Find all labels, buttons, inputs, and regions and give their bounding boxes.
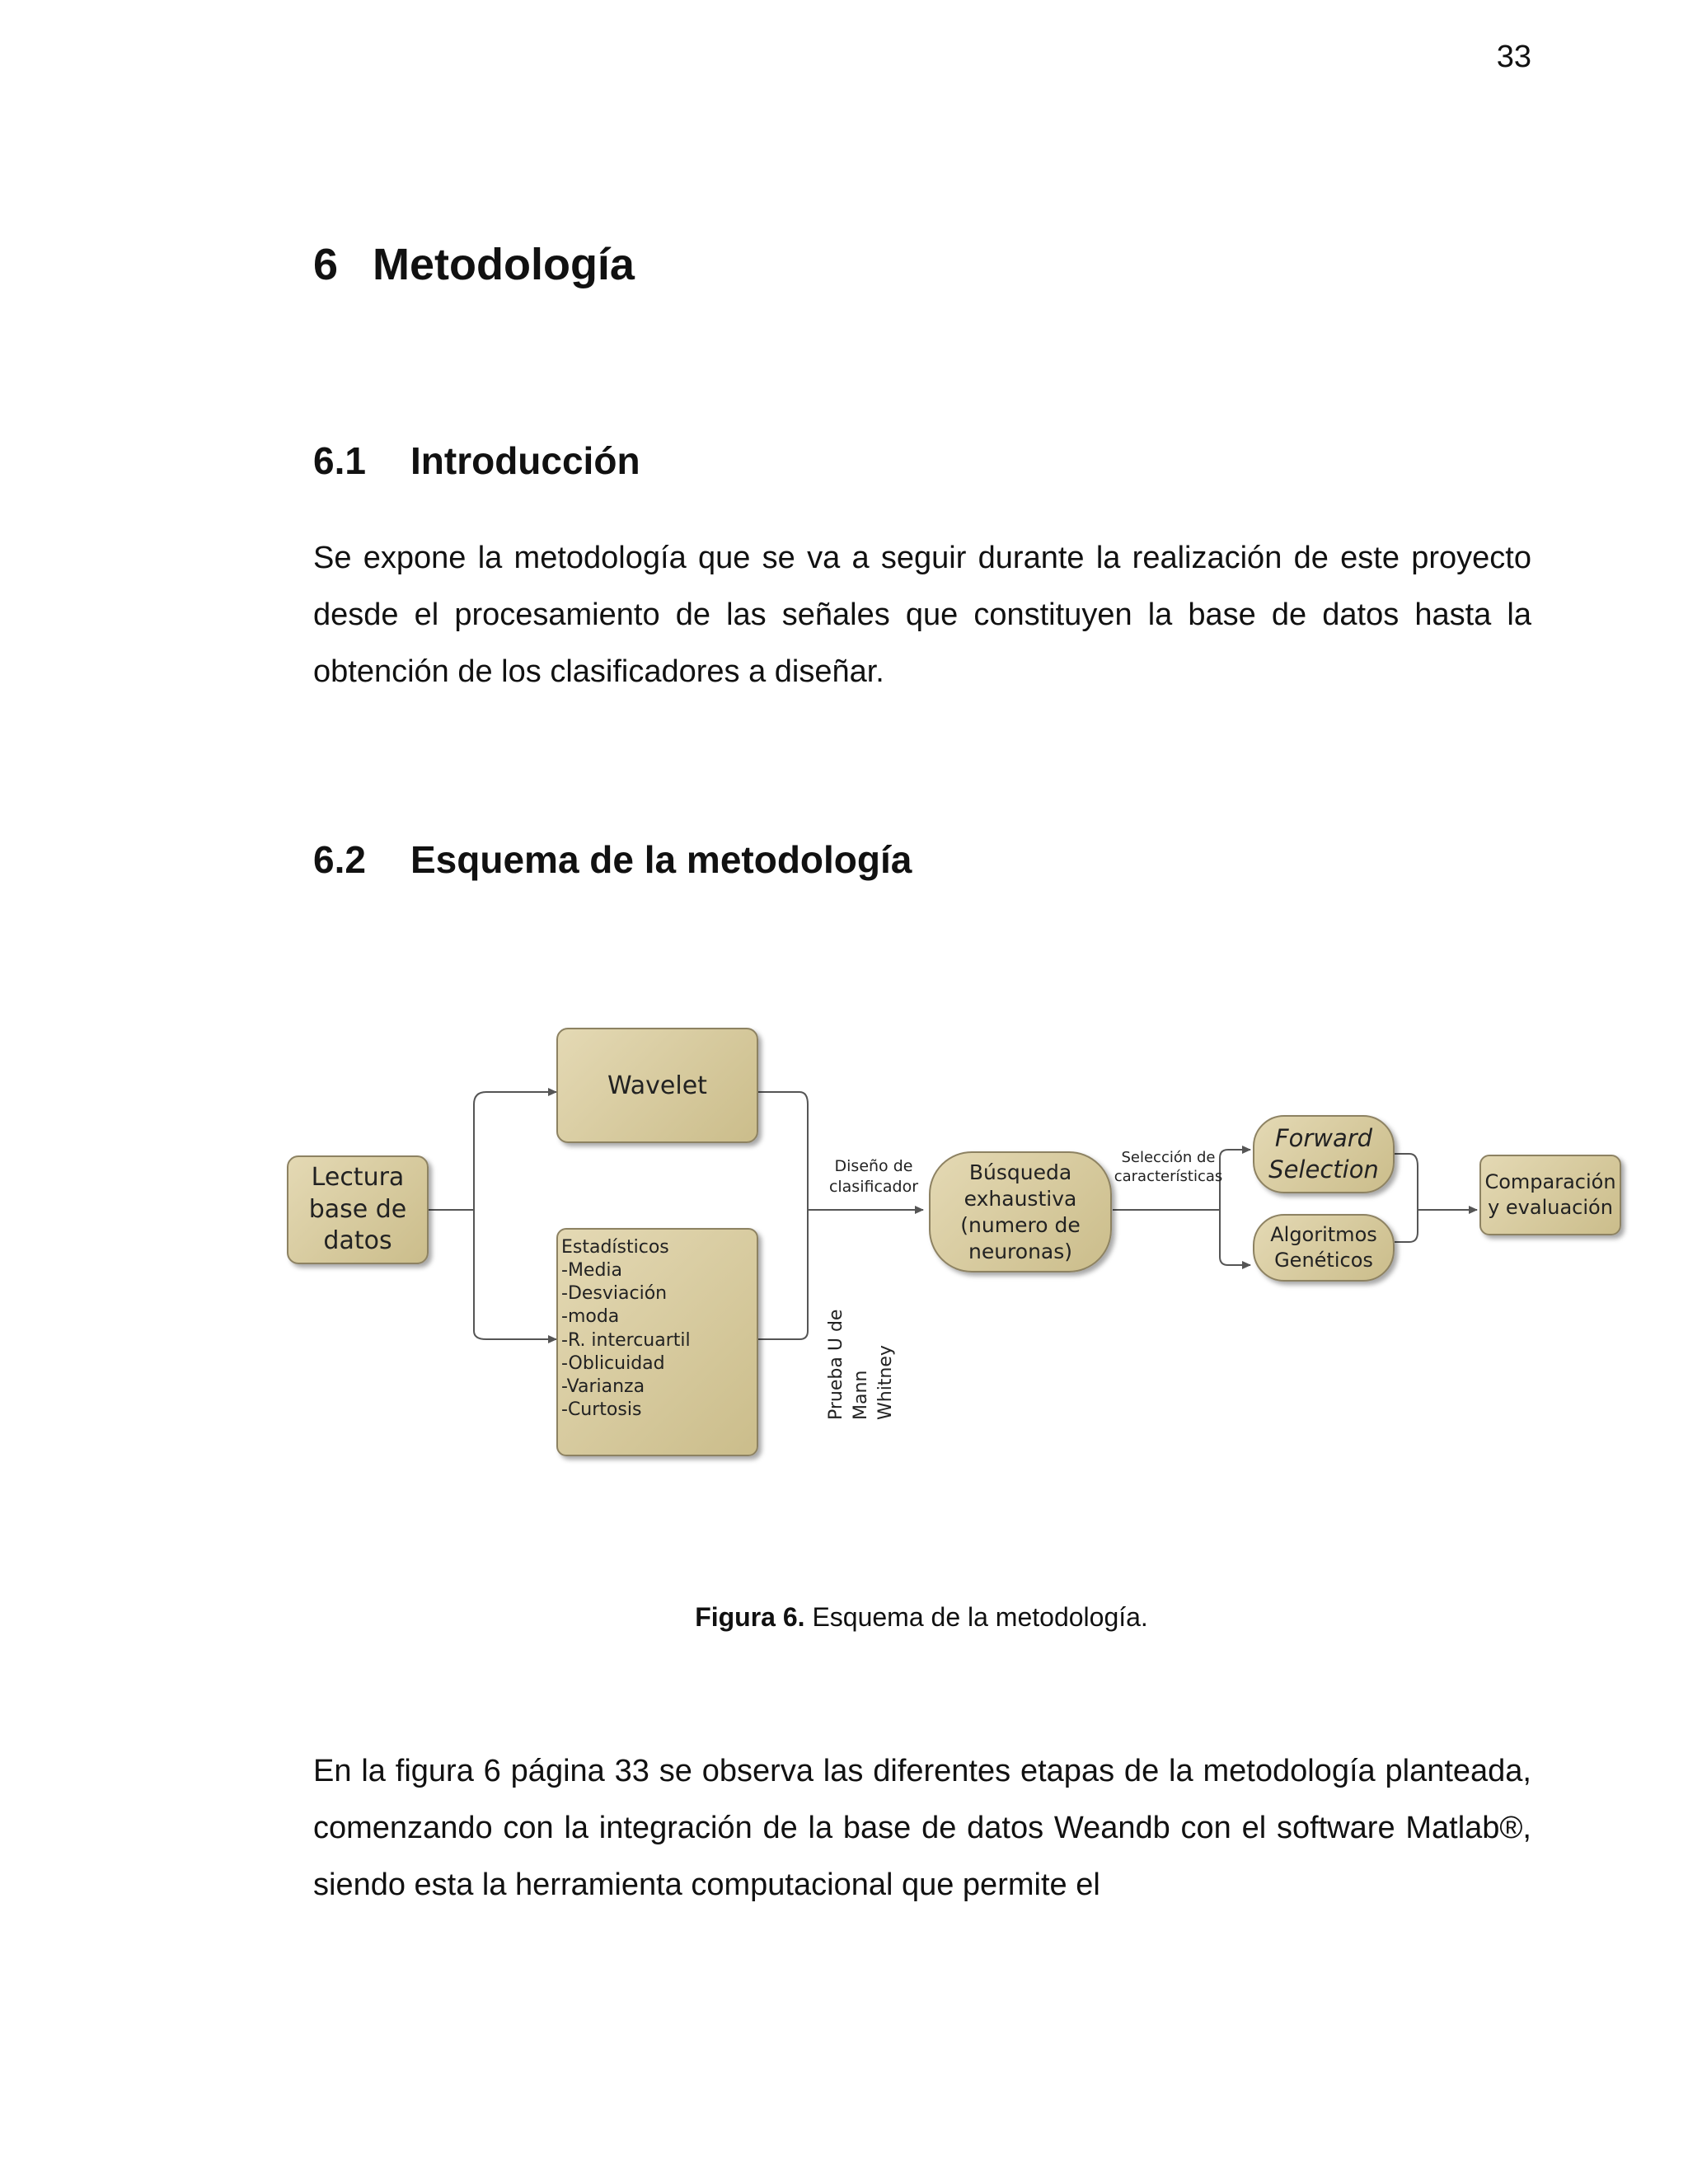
section-heading-introduccion: [313, 438, 640, 483]
section-title: Introducción: [410, 439, 640, 482]
connector-to-algoritmos: [1220, 1210, 1250, 1265]
chapter-heading: [313, 239, 635, 290]
closing-paragraph: En la figura 6 página 33 se observa las diferentes etapas de la metodología planteada, comenzando con la integración de la base de datos Weandb con el software Matlab®, siendo esta la herramienta computacional que permite el: [313, 1754, 1531, 1902]
estadisticos-line: -Desviación: [561, 1283, 668, 1305]
seleccion-label: [1113, 1148, 1224, 1187]
figure-caption: [0, 1602, 1688, 1633]
chapter-title: Metodología: [373, 240, 635, 289]
comparacion-line: y evaluación: [1488, 1196, 1613, 1219]
connector-to-forward: [1220, 1150, 1250, 1210]
chapter-number: 6: [313, 240, 339, 289]
connector-from-algoritmos: [1395, 1210, 1418, 1242]
section-title: Esquema de la metodología: [410, 838, 912, 881]
prueba-line: Whitney: [875, 1345, 896, 1420]
busqueda-line: (numero de: [960, 1212, 1081, 1237]
seleccion-line: características: [1114, 1168, 1223, 1186]
estadisticos-box: [556, 1228, 758, 1456]
estadisticos-line: -Varianza: [561, 1376, 645, 1397]
wavelet-label: Wavelet: [607, 1071, 707, 1100]
forward-line: Selection: [1268, 1155, 1379, 1183]
section-heading-esquema: [313, 837, 912, 882]
estadisticos-line: -Media: [561, 1260, 623, 1282]
prueba-line: Mann: [851, 1370, 871, 1420]
lectura-box: [287, 1155, 429, 1264]
methodology-diagram: [272, 1010, 1657, 1479]
busqueda-line: neuronas): [968, 1239, 1073, 1263]
seleccion-line: Selección de: [1121, 1149, 1216, 1166]
forward-selection-box: [1253, 1115, 1395, 1193]
prueba-label: [824, 1310, 898, 1420]
diseno-line: Diseño de: [834, 1157, 913, 1175]
connector-from-wavelet: [758, 1092, 808, 1210]
estadisticos-line: -moda: [561, 1306, 620, 1328]
connector-from-estadisticos: [758, 1210, 808, 1339]
intro-paragraph: Se expone la metodología que se va a seguir durante la realización de este proyecto desde el procesamiento de las señales que constituyen la base de datos hasta la obtención de los clasificadores a diseñar.: [313, 541, 1531, 689]
estadisticos-line: -Oblicuidad: [561, 1352, 665, 1374]
comparacion-line: Comparación: [1484, 1170, 1616, 1194]
prueba-line: Prueba U de: [826, 1309, 846, 1420]
section-number: 6.1: [313, 439, 366, 482]
lectura-line: Lectura: [311, 1163, 405, 1193]
connector-to-wavelet: [474, 1092, 556, 1210]
figure-caption-label: Figura 6.: [695, 1602, 805, 1632]
algoritmos-line: Genéticos: [1274, 1249, 1373, 1272]
busqueda-box: [929, 1151, 1112, 1272]
page-number: 33: [1496, 40, 1531, 74]
figure-caption-text: Esquema de la metodología.: [804, 1602, 1148, 1632]
algoritmos-box: [1253, 1214, 1395, 1282]
comparacion-box: [1479, 1155, 1621, 1235]
busqueda-line: Búsqueda: [968, 1160, 1072, 1184]
connector-to-estadisticos: [474, 1210, 556, 1339]
forward-line: Forward: [1274, 1124, 1373, 1153]
diseno-line: clasificador: [828, 1177, 919, 1196]
connector-from-forward: [1395, 1154, 1418, 1210]
estadisticos-line: -Curtosis: [561, 1399, 642, 1421]
wavelet-box: [556, 1028, 758, 1143]
busqueda-line: exhaustiva: [964, 1186, 1077, 1211]
section-number: 6.2: [313, 838, 366, 881]
estadisticos-line: Estadísticos: [561, 1237, 669, 1258]
algoritmos-line: Algoritmos: [1270, 1223, 1377, 1247]
diseno-label: [816, 1156, 931, 1197]
lectura-line: datos: [323, 1226, 392, 1256]
estadisticos-line: -R. intercuartil: [561, 1329, 691, 1351]
lectura-line: base de: [308, 1194, 407, 1224]
